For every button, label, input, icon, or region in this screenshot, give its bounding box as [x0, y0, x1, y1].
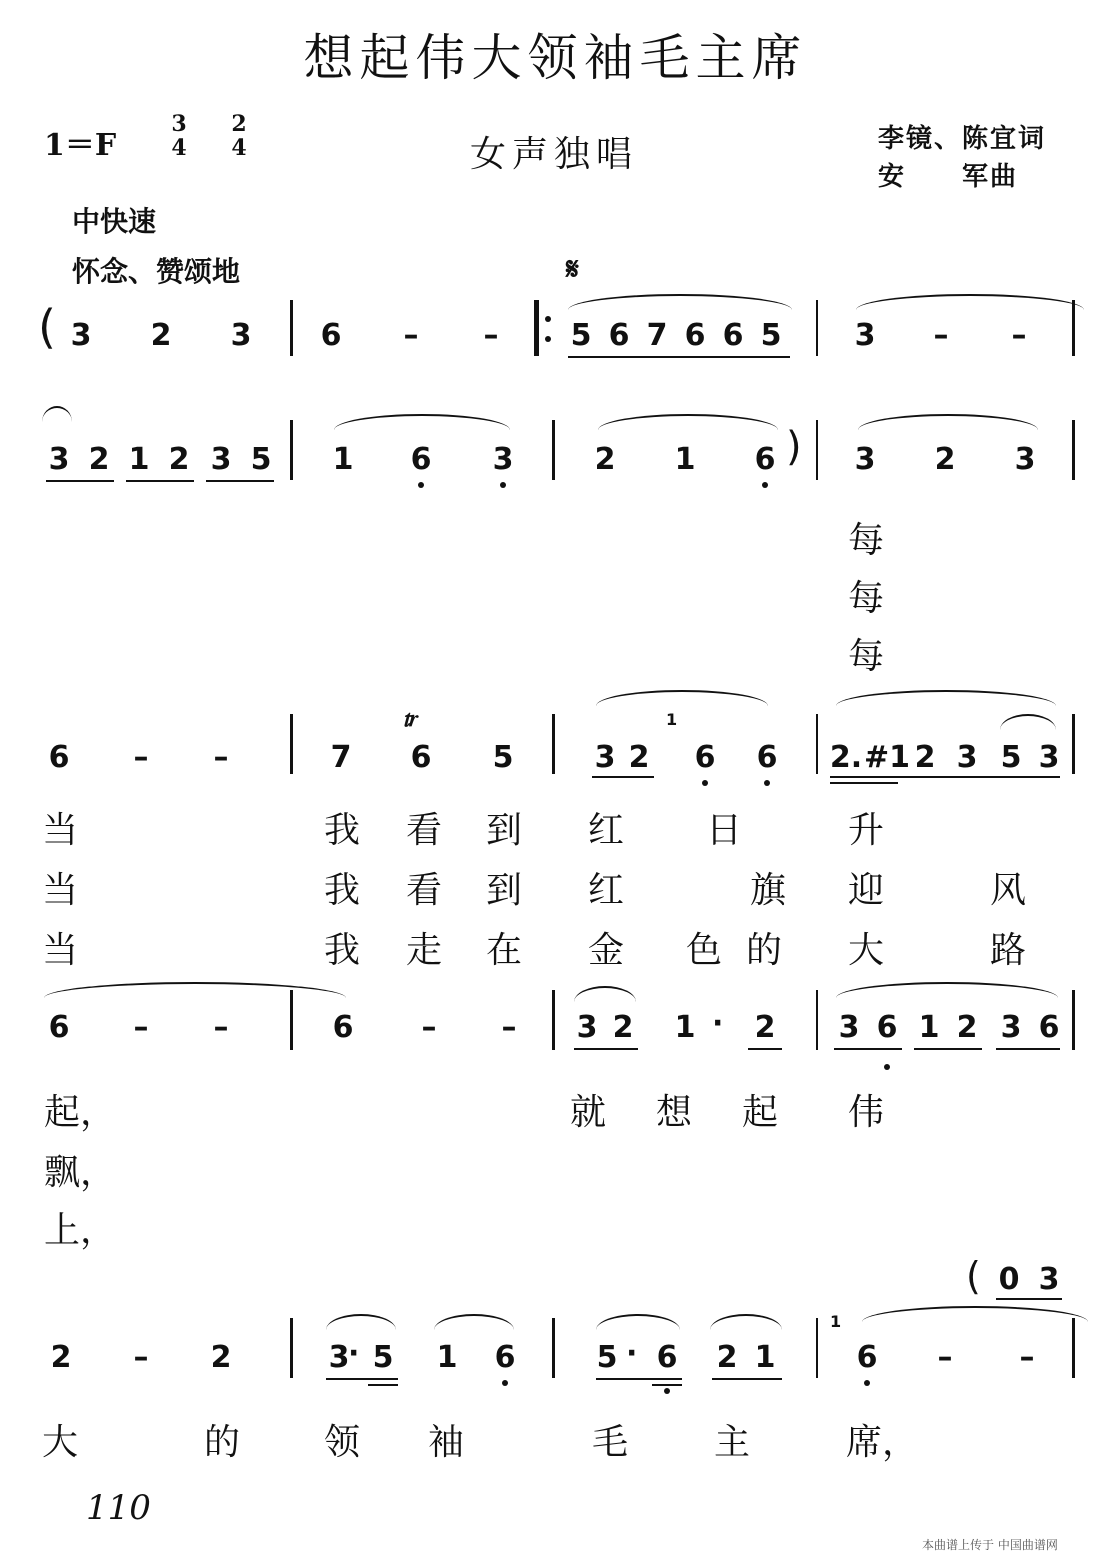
- note: 6: [608, 318, 630, 353]
- lyric: 每: [847, 636, 884, 677]
- note: 5: [596, 1340, 618, 1375]
- low-octave-dot: [764, 780, 770, 786]
- slur: [42, 406, 72, 422]
- segno-sign: 𝄋: [566, 252, 579, 287]
- lyric: 红: [587, 870, 624, 911]
- barline: [290, 300, 293, 356]
- note: 2: [168, 442, 190, 477]
- slur: [858, 414, 1038, 430]
- note: 6: [410, 740, 432, 775]
- low-octave-dot: [502, 1380, 508, 1386]
- note: 5: [250, 442, 272, 477]
- lyric: 我: [323, 930, 360, 971]
- barline: [552, 1318, 555, 1378]
- note: 6: [694, 740, 716, 775]
- song-title: 想起伟大领袖毛主席: [303, 29, 808, 87]
- lyric: 日: [705, 810, 742, 851]
- barline: [1072, 714, 1075, 774]
- lyric: 旗: [749, 870, 786, 911]
- repeat-dot: [545, 316, 551, 322]
- lyric: 当: [41, 810, 78, 851]
- note: 6: [332, 1010, 354, 1045]
- lyric: 迎: [847, 870, 884, 911]
- repeat-barline: [534, 300, 539, 356]
- note: 3: [48, 442, 70, 477]
- lyric: 上，: [44, 1210, 117, 1251]
- lyric: 当: [41, 870, 78, 911]
- low-octave-dot: [702, 780, 708, 786]
- lyric: 路: [989, 930, 1026, 971]
- note: 1: [332, 442, 354, 477]
- note: 6: [1038, 1010, 1060, 1045]
- key-signature: 1＝F: [44, 128, 117, 163]
- note: 5: [492, 740, 514, 775]
- note: 2: [934, 442, 956, 477]
- lyric: 袖: [427, 1422, 464, 1463]
- barline: [816, 990, 818, 1050]
- dash: –: [213, 1010, 229, 1045]
- slur: [710, 1314, 782, 1330]
- low-octave-dot: [864, 1380, 870, 1386]
- slur: [862, 1306, 1088, 1322]
- note: 3: [594, 740, 616, 775]
- note: 2: [914, 740, 936, 775]
- note: 3: [492, 442, 514, 477]
- lyric: 主: [713, 1422, 750, 1463]
- note: 2.: [829, 740, 863, 775]
- underline: [368, 1384, 398, 1386]
- dash: –: [133, 740, 149, 775]
- underline: [830, 776, 1060, 778]
- composer-credit: 安 军曲: [878, 162, 1019, 192]
- note: 6: [684, 318, 706, 353]
- dash: –: [1011, 318, 1027, 353]
- lyric: 起，: [44, 1092, 117, 1133]
- dash: –: [403, 318, 419, 353]
- underline: [834, 1048, 902, 1050]
- performance-type: 女声独唱: [470, 134, 639, 175]
- barline: [290, 420, 293, 480]
- note: 2: [628, 740, 650, 775]
- time-signature-1: 3 4: [171, 111, 187, 161]
- lyric: 走: [405, 930, 442, 971]
- lyric: 想: [655, 1092, 692, 1133]
- lyric: 的: [745, 930, 782, 971]
- grace-note: 1: [666, 710, 678, 729]
- expression-marking: 怀念、赞颂地: [72, 255, 241, 288]
- underline: [914, 1048, 982, 1050]
- mordent-ornament: 𝆖: [404, 704, 418, 732]
- lyric: 伟: [847, 1092, 884, 1133]
- note: 3: [1038, 740, 1060, 775]
- lyric: 当: [41, 930, 78, 971]
- open-paren: (: [38, 300, 56, 354]
- lyric: 看: [405, 810, 442, 851]
- source-footer: 本曲谱上传于 中国曲谱网: [922, 1538, 1058, 1552]
- barline: [1072, 300, 1075, 356]
- slur: [574, 986, 636, 1002]
- barline: [816, 1318, 818, 1378]
- tempo-marking: 中快速: [72, 205, 157, 238]
- slur: [598, 414, 778, 430]
- lyric: 毛: [591, 1422, 628, 1463]
- note: 6: [756, 740, 778, 775]
- underline: [206, 480, 274, 482]
- page-number: 110: [86, 1488, 151, 1528]
- note: 6: [48, 1010, 70, 1045]
- underline: [592, 776, 654, 778]
- note: 1: [754, 1340, 776, 1375]
- lyric: 就: [569, 1092, 606, 1133]
- note: 3: [70, 318, 92, 353]
- underline: [996, 1298, 1062, 1300]
- note: 3: [210, 442, 232, 477]
- note: 7: [646, 318, 668, 353]
- low-octave-dot: [664, 1388, 670, 1394]
- note: 5: [1000, 740, 1022, 775]
- note: 6: [754, 442, 776, 477]
- lyric: 领: [323, 1422, 360, 1463]
- slur: [596, 1314, 680, 1330]
- note: 3: [1000, 1010, 1022, 1045]
- note: 6: [320, 318, 342, 353]
- barline: [552, 420, 555, 480]
- note: 6: [876, 1010, 898, 1045]
- note: 6: [656, 1340, 678, 1375]
- barline: [816, 420, 818, 480]
- slur: [44, 982, 346, 998]
- note: 3: [328, 1340, 350, 1375]
- underline: [830, 782, 898, 784]
- note: 3: [230, 318, 252, 353]
- note: 2: [50, 1340, 72, 1375]
- note: 3: [854, 442, 876, 477]
- note: 7: [330, 740, 352, 775]
- note: 0: [998, 1262, 1020, 1297]
- time-signature-2: 2 4: [231, 111, 247, 161]
- slur: [596, 690, 768, 706]
- note: 6: [722, 318, 744, 353]
- open-paren: (: [966, 1254, 981, 1298]
- note: 2: [716, 1340, 738, 1375]
- dash: –: [133, 1340, 149, 1375]
- slur: [856, 294, 1084, 310]
- note: 1: [436, 1340, 458, 1375]
- dot-extension: ·: [712, 1006, 724, 1041]
- note: 3: [956, 740, 978, 775]
- barline: [290, 990, 293, 1050]
- lyric: 席，: [846, 1422, 919, 1463]
- note: 2: [88, 442, 110, 477]
- barline: [1072, 1318, 1075, 1378]
- underline: [568, 356, 790, 358]
- dash: –: [501, 1010, 517, 1045]
- underline: [574, 1048, 638, 1050]
- barline: [552, 990, 555, 1050]
- dash: –: [483, 318, 499, 353]
- note: 5: [372, 1340, 394, 1375]
- slur: [334, 414, 510, 430]
- lyricist-credit: 李镜、陈宜词: [878, 124, 1047, 154]
- note: 3: [1014, 442, 1036, 477]
- slur: [1000, 714, 1056, 730]
- underline: [748, 1048, 782, 1050]
- lyric: 大: [41, 1422, 78, 1463]
- underline: [126, 480, 194, 482]
- note: 6: [48, 740, 70, 775]
- note: 3: [1038, 1262, 1060, 1297]
- note: 1: [918, 1010, 940, 1045]
- note: 3: [854, 318, 876, 353]
- dash: –: [421, 1010, 437, 1045]
- low-octave-dot: [884, 1064, 890, 1070]
- lyric: 风: [989, 870, 1026, 911]
- lyric: 我: [323, 870, 360, 911]
- note: 2: [210, 1340, 232, 1375]
- underline: [652, 1384, 682, 1386]
- dash: –: [937, 1340, 953, 1375]
- note: 1: [674, 1010, 696, 1045]
- slur: [836, 690, 1056, 706]
- lyric: 我: [323, 810, 360, 851]
- underline: [712, 1378, 782, 1380]
- note: 2: [150, 318, 172, 353]
- note: 2: [612, 1010, 634, 1045]
- dash: –: [933, 318, 949, 353]
- note: 6: [856, 1340, 878, 1375]
- slur: [434, 1314, 514, 1330]
- lyric: 每: [847, 520, 884, 561]
- dash: –: [133, 1010, 149, 1045]
- dot-extension: ·: [348, 1336, 360, 1371]
- barline: [816, 714, 818, 774]
- dash: –: [1019, 1340, 1035, 1375]
- lyric: 色: [685, 930, 722, 971]
- note: 3: [576, 1010, 598, 1045]
- note: 6: [410, 442, 432, 477]
- slur: [836, 982, 1058, 998]
- lyric: 到: [485, 810, 522, 851]
- lyric: 红: [587, 810, 624, 851]
- lyric: 飘，: [44, 1152, 117, 1193]
- note: 1: [128, 442, 150, 477]
- lyric: 到: [485, 870, 522, 911]
- grace-note: 1: [830, 1312, 842, 1331]
- low-octave-dot: [500, 482, 506, 488]
- note: 5: [570, 318, 592, 353]
- underline: [596, 1378, 682, 1380]
- low-octave-dot: [762, 482, 768, 488]
- barline: [816, 300, 818, 356]
- lyric: 大: [847, 930, 884, 971]
- barline: [552, 714, 555, 774]
- note: #1: [864, 740, 911, 775]
- note: 2: [754, 1010, 776, 1045]
- note: 6: [494, 1340, 516, 1375]
- note: 3: [838, 1010, 860, 1045]
- underline: [996, 1048, 1060, 1050]
- lyric: 起: [741, 1092, 778, 1133]
- note: 2: [594, 442, 616, 477]
- dash: –: [213, 740, 229, 775]
- slur: [326, 1314, 396, 1330]
- note: 1: [674, 442, 696, 477]
- repeat-dot: [545, 336, 551, 342]
- barline: [290, 714, 293, 774]
- lyric: 的: [203, 1422, 240, 1463]
- lyric: 每: [847, 578, 884, 619]
- barline: [1072, 990, 1075, 1050]
- lyric: 在: [485, 930, 522, 971]
- low-octave-dot: [418, 482, 424, 488]
- slur: [568, 294, 792, 310]
- lyric: 升: [847, 810, 884, 851]
- note: 2: [956, 1010, 978, 1045]
- dot-extension: ·: [626, 1336, 638, 1371]
- barline: [290, 1318, 293, 1378]
- lyric: 看: [405, 870, 442, 911]
- close-paren: ): [786, 424, 802, 470]
- lyric: 金: [587, 930, 624, 971]
- underline: [46, 480, 114, 482]
- underline: [326, 1378, 398, 1380]
- barline: [1072, 420, 1075, 480]
- note: 5: [760, 318, 782, 353]
